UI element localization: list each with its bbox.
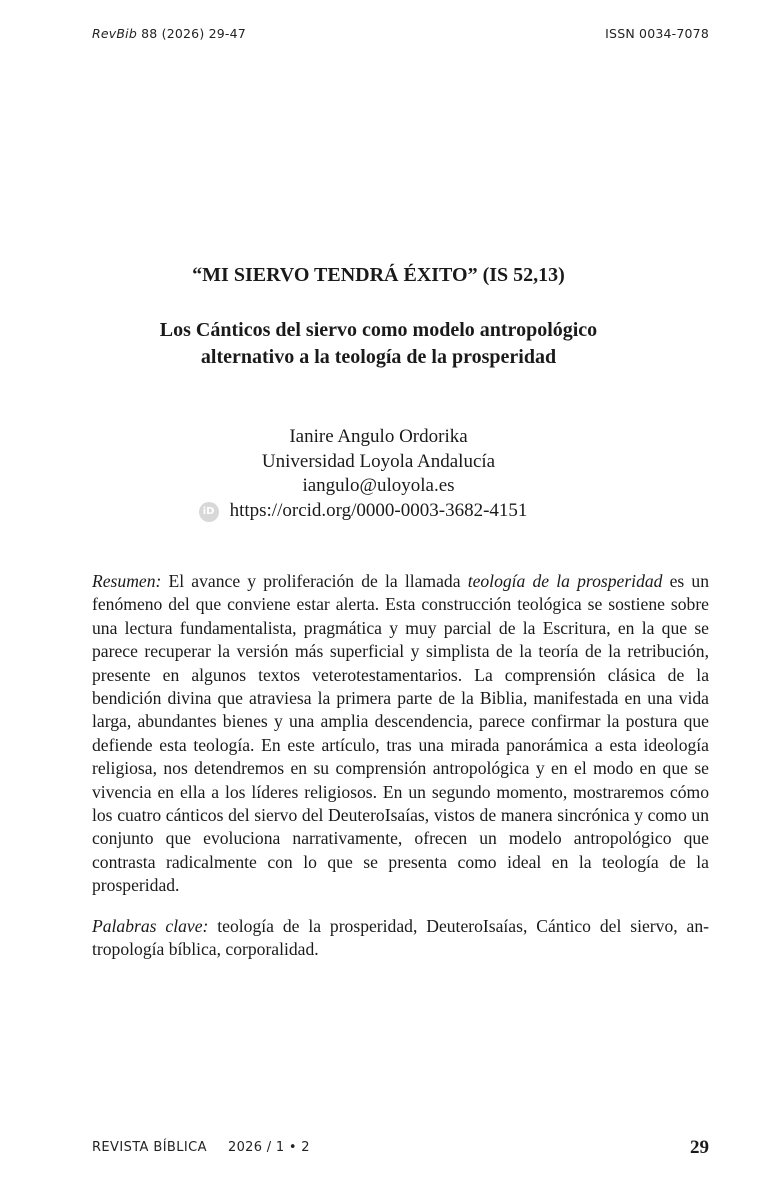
orcid-line	[202, 499, 528, 524]
abstract-label: Resumen:	[92, 571, 162, 591]
keywords-text: teología de la prosperidad, DeuteroIsaías, Cántico del siervo, antropología bíblica, corporalidad.	[92, 916, 709, 960]
abstract-emphasis: teología de la prosperidad	[467, 571, 663, 591]
journal-citation	[92, 26, 246, 41]
author-email[interactable]: iangulo@uloyola.es	[302, 475, 455, 496]
issn-number: ISSN 0034-7078	[605, 26, 709, 41]
article-subtitle	[60, 317, 697, 371]
author-affiliation: Universidad Loyola Andalucía	[261, 450, 496, 472]
article-title: “MI SIERVO TENDRÁ ÉXITO” (IS 52,13)	[192, 264, 565, 286]
page-number: 29	[690, 1137, 709, 1158]
keywords-paragraph	[92, 915, 709, 962]
subtitle-line-2: alternativo a la teología de la prosperidad	[200, 346, 557, 368]
abstract-paragraph	[92, 570, 709, 898]
running-header	[92, 26, 709, 44]
author-name: Ianire Angulo Ordorika	[289, 426, 468, 447]
abstract-text-start: El avance y proliferación de la llamada	[161, 571, 468, 591]
keywords-label: Palabras clave:	[92, 916, 209, 936]
footer-journal-name: REVISTA BÍBLICA	[92, 1140, 207, 1155]
journal-abbrev: RevBib	[92, 26, 137, 41]
footer-issue: 2026 / 1 • 2	[228, 1140, 310, 1155]
running-footer	[92, 1137, 709, 1161]
author-block	[0, 425, 757, 523]
abstract-text-rest: es un fenómeno del que conviene estar alerta. Esta construcción teológica se sostiene sobre una lectura fundamentalista, pragmática y muy parcial de la Escritura, en la que se parece recuperar la versión más superficial y simplista de la teoría de la retribución, presente en algunos textos veterotestamentarios. La comprensión clásica de la bendición divina que atraviesa la primera parte de la Biblia, manifestada en una vida larga, abundantes bienes y una amplia descendencia, parece confirmar la postura que defiende esta teología. En este artículo, tras una mirada panorámica a esta ideología religiosa, nos detendremos en su comprensión antropológica y en el modo en que se vivencia en ella a los líderes religiosos. En un segundo momento, mostraremos cómo los cuatro cánticos del siervo del DeuteroIsaías, vistos de manera sincrónica y como un conjunto que evoluciona narrativamente, ofrecen un modelo antropológico que contrasta radicalmente con lo que se presenta como ideal en la teología de la prosperidad.	[92, 571, 710, 896]
subtitle-line-1: Los Cánticos del siervo como modelo antropológico	[159, 319, 598, 341]
volume-pages: 88 (2026) 29-47	[141, 26, 246, 41]
orcid-link[interactable]: https://orcid.org/0000-0003-3682-4151	[229, 499, 528, 521]
orcid-icon: iD	[199, 502, 219, 522]
